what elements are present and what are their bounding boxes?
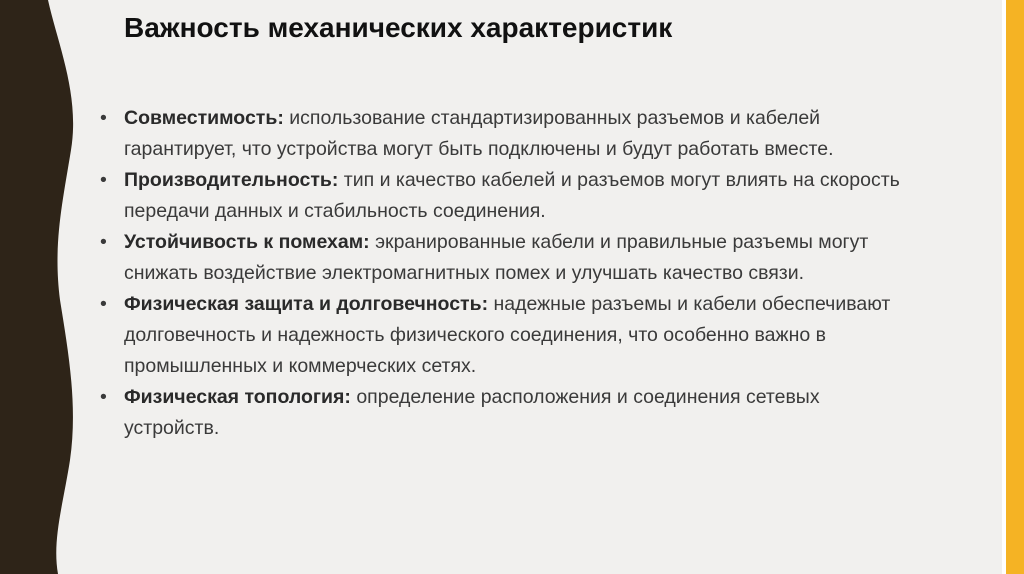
bullet-text: экранированные кабели и правильные разъемы могут снижать воздействие электромагнитных помех и улучшать качество связи.	[124, 231, 869, 284]
bullet-list	[100, 103, 900, 444]
left-wavy-band	[0, 0, 80, 574]
bullet-term: Физическая защита и долговечность:	[124, 293, 489, 315]
bullet-icon: •	[100, 107, 107, 129]
wavy-band-shape	[0, 0, 73, 574]
bullet-item-physical-protection	[100, 289, 900, 382]
bullet-item-performance	[100, 165, 900, 227]
bullet-text: определение расположения и соединения сетевых устройств.	[124, 386, 820, 439]
bullet-icon: •	[100, 386, 107, 408]
bullet-item-noise-immunity	[100, 227, 900, 289]
bullet-term: Производительность:	[124, 169, 339, 191]
bullet-text: надежные разъемы и кабели обеспечивают долговечность и надежность физического соединения, что особенно важно в промышленных и коммерческих сетях.	[124, 293, 891, 377]
bullet-icon: •	[100, 293, 107, 315]
bullet-term: Физическая топология:	[124, 386, 351, 408]
slide-title: Важность механических характеристик	[124, 12, 673, 43]
right-accent-stripe	[1006, 0, 1024, 574]
bullet-text: тип и качество кабелей и разъемов могут влиять на скорость передачи данных и стабильность соединения.	[124, 169, 900, 222]
bullet-term: Устойчивость к помехам:	[124, 231, 370, 253]
bullet-item-compatibility	[100, 103, 900, 165]
bullet-text: использование стандартизированных разъемов и кабелей гарантирует, что устройства могут быть подключены и будут работать вместе.	[124, 107, 834, 160]
bullet-icon: •	[100, 231, 107, 253]
bullet-term: Совместимость:	[124, 107, 284, 129]
bullet-icon: •	[100, 169, 107, 191]
bullet-item-physical-topology	[100, 382, 900, 444]
